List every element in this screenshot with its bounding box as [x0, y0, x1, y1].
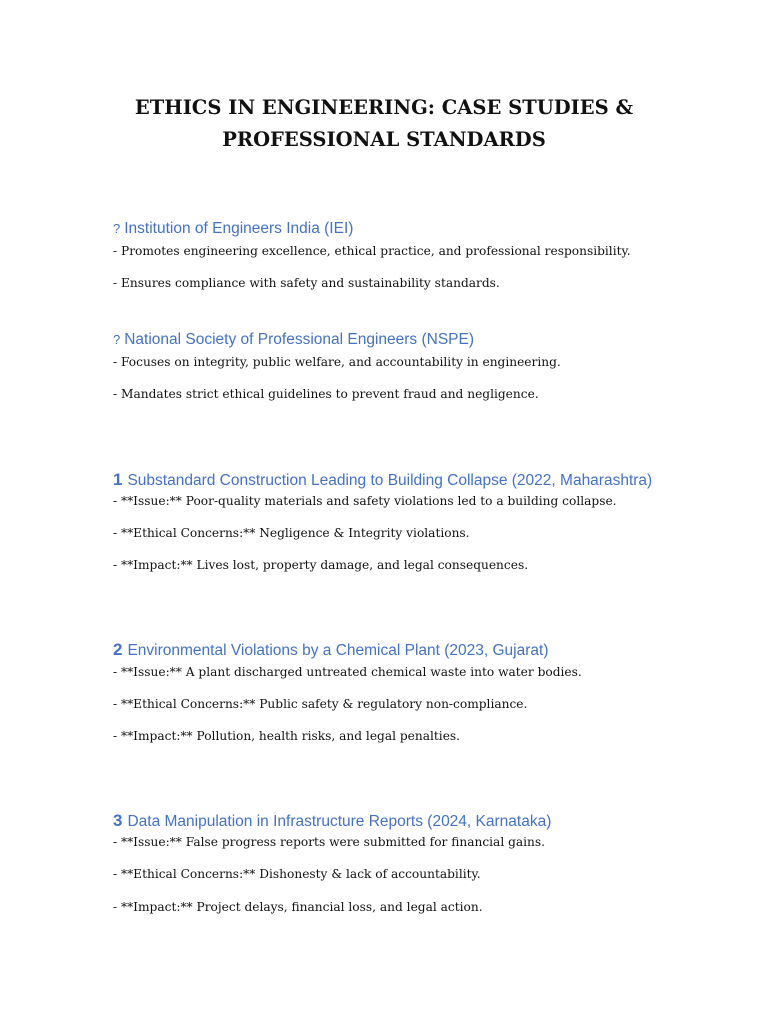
- case-point-impact: - **Impact:** Pollution, health risks, and legal penalties.: [113, 729, 461, 743]
- case-point-ethical-concerns: - **Ethical Concerns:** Negligence & Integrity violations.: [113, 526, 470, 540]
- case-number: 2: [113, 640, 123, 659]
- case-point-issue: - **Issue:** False progress reports were submitted for financial gains.: [113, 835, 546, 849]
- org-point: - Ensures compliance with safety and sustainability standards.: [113, 276, 500, 290]
- org-heading-text: National Society of Professional Engineers (NSPE): [124, 331, 475, 348]
- missing-glyph-icon: ?: [113, 332, 121, 347]
- case-number: 1: [113, 470, 123, 489]
- title-line-1: ETHICS IN ENGINEERING: CASE STUDIES &: [134, 96, 634, 119]
- missing-glyph-icon: ?: [113, 221, 121, 236]
- org-heading-iei: [113, 220, 353, 238]
- org-point: - Promotes engineering excellence, ethical practice, and professional responsibility.: [113, 244, 631, 258]
- case-point-impact: - **Impact:** Project delays, financial loss, and legal action.: [113, 900, 483, 914]
- case-number: 3: [113, 811, 123, 830]
- case-heading-text: Environmental Violations by a Chemical Plant (2023, Gujarat): [127, 642, 549, 659]
- case-point-ethical-concerns: - **Ethical Concerns:** Dishonesty & lack of accountability.: [113, 867, 481, 881]
- case-point-issue: - **Issue:** Poor-quality materials and safety violations led to a building collapse.: [113, 494, 617, 508]
- case-heading-3: [113, 811, 551, 831]
- org-point: - Focuses on integrity, public welfare, and accountability in engineering.: [113, 355, 561, 369]
- case-heading-2: [113, 640, 548, 660]
- case-point-ethical-concerns: - **Ethical Concerns:** Public safety & regulatory non-compliance.: [113, 697, 528, 711]
- title-line-2: PROFESSIONAL STANDARDS: [222, 128, 546, 151]
- case-heading-text: Data Manipulation in Infrastructure Reports (2024, Karnataka): [127, 813, 552, 830]
- case-point-issue: - **Issue:** A plant discharged untreated chemical waste into water bodies.: [113, 665, 582, 679]
- org-point: - Mandates strict ethical guidelines to prevent fraud and negligence.: [113, 387, 539, 401]
- org-heading-nspe: [113, 331, 474, 349]
- case-heading-1: [113, 470, 652, 490]
- case-heading-text: Substandard Construction Leading to Building Collapse (2022, Maharashtra): [127, 472, 653, 489]
- document-title: [110, 92, 658, 156]
- org-heading-text: Institution of Engineers India (IEI): [124, 220, 354, 237]
- case-point-impact: - **Impact:** Lives lost, property damage, and legal consequences.: [113, 558, 529, 572]
